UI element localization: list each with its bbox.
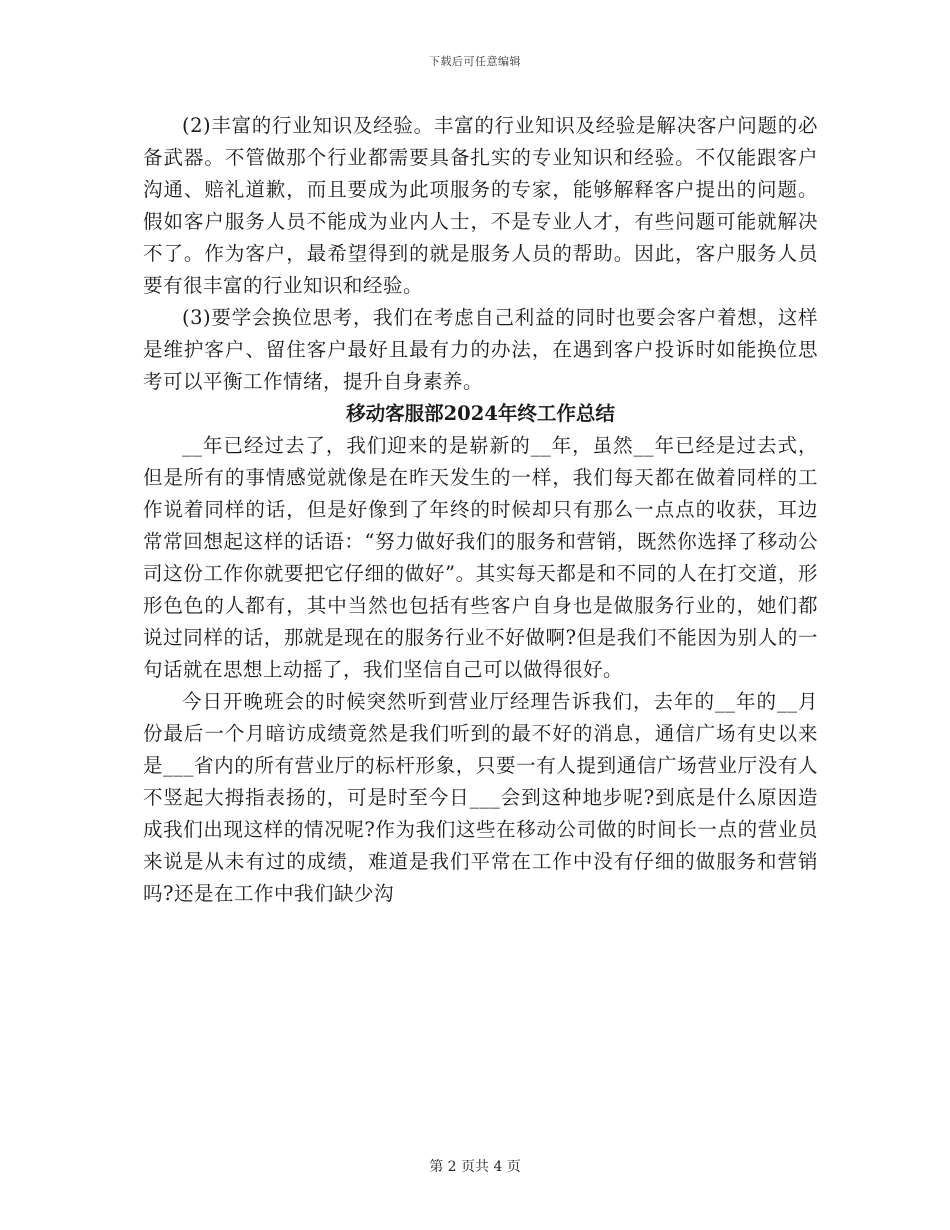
paragraph-evening-meeting: 今日开晚班会的时候突然听到营业厅经理告诉我们，去年的__年的__月份最后一个月暗访成绩竟然是我们听到的最不好的消息，通信广场有史以来是___省内的所有营业厅的标杆形象，只要一有人提到通信广场营业厅没有人不竖起大拇指表扬的，可是时至今日___会到这种地步呢?到底是什么原因造成我们出现这样的情况呢?作为我们这些在移动公司做的时间长一点的营业员来说是从未有过的成绩，难道是我们平常在工作中没有仔细的做服务和营销吗?还是在工作中我们缺少沟: [143, 690, 818, 905]
page-number: 第 2 页共 4 页: [429, 1159, 521, 1175]
section-title: 移动客服部2024年终工作总结: [346, 402, 615, 425]
paragraph-industry-knowledge: (2)丰富的行业知识及经验。丰富的行业知识及经验是解决客户问题的必备武器。不管做那个行业都需要具备扎实的专业知识和经验。不仅能跟客户沟通、赔礼道歉，而且要成为此项服务的专家，能够解释客户提出的问题。假如客户服务人员不能成为业内人士，不是专业人才，有些问题可能就解决不了。作为客户，最希望得到的就是服务人员的帮助。因此，客户服务人员要有很丰富的行业知识和经验。: [143, 114, 818, 297]
page-header: 下载后可任意编辑: [429, 55, 521, 68]
document-body: [143, 110, 818, 910]
paragraph-year-review: __年已经过去了，我们迎来的是崭新的__年，虽然__年已经是过去式，但是所有的事情感觉就像是在昨天发生的一样，我们每天都在做着同样的工作说着同样的话，但是好像到了年终的时候却只有那么一点点的收获，耳边常常回想起这样的话语：“努力做好我们的服务和营销，既然你选择了移动公司这份工作你就要把它仔细的做好”。其实每天都是和不同的人在打交道，形形色色的人都有，其中当然也包括有些客户自身也是做服务行业的，她们都说过同样的话，那就是现在的服务行业不好做啊?但是我们不能因为别人的一句话就在思想上动摇了，我们坚信自己可以做得很好。: [143, 434, 818, 681]
paragraph-empathy: (3)要学会换位思考，我们在考虑自己利益的同时也要会客户着想，这样是维护客户、留住客户最好且最有力的办法，在遇到客户投诉时如能换位思考可以平衡工作情绪，提升自身素养。: [143, 306, 818, 393]
